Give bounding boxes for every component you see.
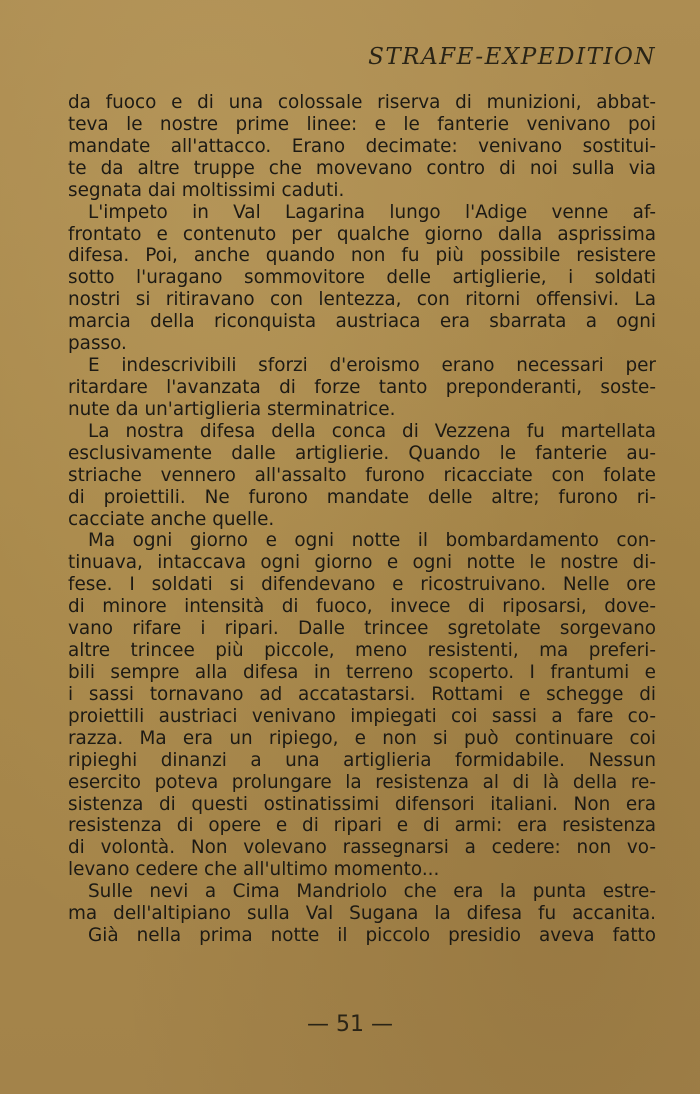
text-line: difesa. Poi, anche quando non fu più possibile resistere <box>68 245 656 267</box>
text-line: E indescrivibili sforzi d'eroismo erano necessari per <box>88 355 656 377</box>
text-line: i sassi tornavano ad accatastarsi. Rottami e schegge di <box>68 683 656 705</box>
text-line: resistenza di opere e di ripari e di armi: era resistenza <box>68 815 656 837</box>
text-line: passo. <box>68 333 127 355</box>
text-line: L'impeto in Val Lagarina lungo l'Adige venne af- <box>88 201 656 223</box>
text-line: nostri si ritiravano con lentezza, con ritorni offensivi. La <box>68 289 656 311</box>
text-line: altre trincee più piccole, meno resistenti, ma preferi- <box>68 640 656 662</box>
text-line: marcia della riconquista austriaca era sbarrata a ogni <box>68 311 656 333</box>
text-line: nute da un'artiglieria sterminatrice. <box>68 398 396 420</box>
text-line: levano cedere che all'ultimo momento... <box>68 859 440 881</box>
text-line: fese. I soldati si difendevano e ricostruivano. Nelle ore <box>68 574 656 596</box>
page-number: — 51 — <box>307 1012 393 1037</box>
text-line: di proiettili. Ne furono mandate delle altre; furono ri- <box>68 486 656 508</box>
text-line: te da altre truppe che movevano contro di noi sulla via <box>68 157 656 179</box>
text-line: cacciate anche quelle. <box>68 508 275 530</box>
text-line: esercito poteva prolungare la resistenza al di là della re- <box>68 771 656 793</box>
text-line: vano rifare i ripari. Dalle trincee sgretolate sorgevano <box>68 618 656 640</box>
text-line: sistenza di questi ostinatissimi difensori italiani. Non era <box>68 793 656 815</box>
text-line: teva le nostre prime linee: e le fanterie venivano poi <box>68 113 656 135</box>
text-line: ritardare l'avanzata di forze tanto preponderanti, soste- <box>68 376 656 398</box>
running-head: STRAFE-EXPEDITION <box>368 44 656 70</box>
text-line: di minore intensità di fuoco, invece di riposarsi, dove- <box>68 596 656 618</box>
text-line: Ma ogni giorno e ogni notte il bombardamento con- <box>88 530 656 552</box>
text-line: tinuava, intaccava ogni giorno e ogni notte le nostre di- <box>68 552 656 574</box>
text-line: mandate all'attacco. Erano decimate: venivano sostitui- <box>68 135 656 157</box>
text-line: bili sempre alla difesa in terreno scoperto. I frantumi e <box>68 661 656 683</box>
text-line: sotto l'uragano sommovitore delle artiglierie, i soldati <box>68 267 656 289</box>
body-text <box>68 92 656 947</box>
text-line: segnata dai moltissimi caduti. <box>68 179 345 201</box>
text-line: Già nella prima notte il piccolo presidio aveva fatto <box>88 925 656 947</box>
text-line: razza. Ma era un ripiego, e non si può continuare coi <box>68 727 656 749</box>
text-line: di volontà. Non volevano rassegnarsi a cedere: non vo- <box>68 837 656 859</box>
text-line: ripieghi dinanzi a una artiglieria formidabile. Nessun <box>68 749 656 771</box>
text-line: frontato e contenuto per qualche giorno dalla asprissima <box>68 223 656 245</box>
text-line: esclusivamente dalle artiglierie. Quando le fanterie au- <box>68 442 656 464</box>
text-line: striache vennero all'assalto furono ricacciate con folate <box>68 464 656 486</box>
text-line: proiettili austriaci venivano impiegati coi sassi a fare co- <box>68 705 656 727</box>
text-line: ma dell'altipiano sulla Val Sugana la difesa fu accanita. <box>68 903 656 925</box>
text-line: da fuoco e di una colossale riserva di munizioni, abbat- <box>68 92 656 113</box>
text-line: Sulle nevi a Cima Mandriolo che era la punta estre- <box>88 881 656 903</box>
text-line: La nostra difesa della conca di Vezzena fu martellata <box>88 420 656 442</box>
